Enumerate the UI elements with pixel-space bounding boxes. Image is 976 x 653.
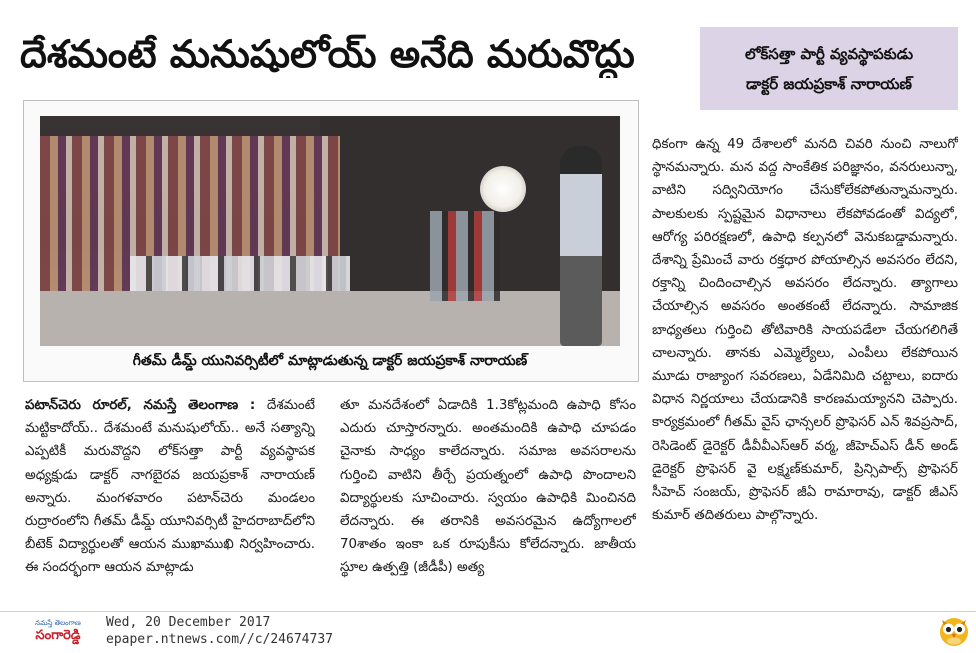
footer-divider — [0, 611, 976, 612]
edition-date: Wed, 20 December 2017 — [106, 615, 271, 630]
byline-box — [700, 27, 958, 110]
photo-floor — [40, 291, 620, 346]
dateline: పటాన్‌చెరు రూరల్, నమస్తే తెలంగాణ : — [25, 398, 267, 413]
photo-caption: గీతమ్ డీమ్డ్ యునివర్సిటీలో మాట్లాడుతున్న డాక్టర్ జయప్రకాశ్ నారాయణ్ — [132, 353, 528, 369]
epaper-url[interactable]: epaper.ntnews.com//c/24674737 — [106, 632, 333, 647]
byline-line2: డాక్టర్ జయప్రకాశ్ నారాయణ్ — [746, 74, 912, 93]
photo-frame — [23, 100, 639, 382]
photo-speaker — [560, 146, 602, 346]
article-column-3 — [652, 133, 958, 593]
footer-meta — [106, 614, 333, 648]
photo-stage-light — [480, 166, 526, 212]
article-text-2: తూ మనదేశంలో ఏడాదికి 1.3కోట్లమంది ఉపాధి కోసం ఎదురు చూస్తారన్నారు. అంతమందికి ఉపాధి చూపడం చైనాకు సాధ్యం కాలేదన్నారు. సమాజ అవసరాలను గుర్తించి వాటిని తీర్చే ప్రయత్నంలో ఉపాధి పొందాలని విద్యార్థులకు సూచించారు. స్వయం ఉపాధికి మించినది లేదన్నారు. ఈ తరానికి అవసరమైన ఉద్యోగాలలో 70శాతం ఇంకా ఒక రూపుకీసు కోలేదన్నారు. జాతీయ స్థూల ఉత్పత్తి (జీడీపీ) అత్య — [340, 398, 636, 576]
article-column-1 — [25, 394, 315, 594]
owl-icon — [936, 612, 972, 648]
newspaper-logo — [22, 616, 94, 646]
headline: దేశమంటే మనుషులోయ్ అనేది మరువొద్దు — [20, 32, 635, 76]
article-column-2 — [340, 394, 636, 594]
article-text-1: దేశమంటే మట్టికాదోయ్.. దేశమంటే మనుషులోయ్.. అనే సత్యాన్ని ఎప్పటికీ మరువొద్దని లోక్‌సత్తా పార్టీ వ్యవస్థాపక అధ్యక్షుడు డాక్టర్ నాగబైరవ జయప్రకాశ్ నారాయణ్ అన్నారు. మంగళవారం పటాన్‌చెరు మండలం రుద్రారంలోని గీతమ్ డీమ్డ్ యూనివర్సిటీ హైదరాబాద్‌లోని బీటెక్ విద్యార్థులతో ఆయన ముఖాముఖి నిర్వహించారు. ఈ సందర్భంగా ఆయన మాట్లాడు — [25, 398, 315, 576]
byline-line1: లోక్‌సత్తా పార్టీ వ్యవస్థాపకుడు — [744, 44, 914, 63]
event-photo — [40, 116, 620, 346]
logo-edition: సంగారెడ్డి — [35, 627, 81, 643]
article-text-3: ధికంగా ఉన్న 49 దేశాలలో మనది చివరి నుంచి నాలుగో స్థానమన్నారు. మన వద్ద సాంకేతిక పరిజ్ఞానం, వనరులున్నా, వాటిని సద్వినియోగం చేసుకోలేకపోతున్నామన్నారు. పాలకులకు స్పష్టమైన విధానాలు లేకపోవడంతో విద్యలో, ఆరోగ్య పరిరక్షణలో, ఉపాధి కల్పనలో వెనుకబడ్డామన్నారు. దేశాన్ని ప్రేమించే వారు రక్తధార పోయాల్సిన అవసరం లేదని, రక్తాన్ని చిందించాల్సిన అవసరం లేదన్నారు. త్యాగాలు చేయాల్సిన అవసరం అంతకంటే లేదన్నారు. సామాజిక బాధ్యతలు గుర్తించి తోటివారికి సాయపడేలా చేయగలిగితే చాలన్నారు. తానకు ఎమ్మెల్యేలు, ఎంపీలు లేకపోయిన మూడు రాజ్యాంగ సవరణలు, ఏడేనిమిది చట్టాలు, ఐదారు విధాన నిర్ణయాలు చేయడానికి కారణమయ్యానని చెప్పారు. కార్యక్రమంలో గీతమ్ వైస్ ఛాన్సలర్ ప్రొఫెసర్ ఎన్ శివప్రసాద్, రెసిడెంట్ డైరెక్టర్ డీవీవీఎస్‌ఆర్ వర్మ, జీహెచ్‌ఎస్ డీన్ అండ్ డైరెక్టర్ ప్రొఫెసర్ వై లక్ష్మణ్‌కుమార్, ప్రిన్సిపాల్స్ ప్రొఫెసర్ సీహెచ్ సంజయ్, ప్రొఫెసర్ జీఏ రామారావు, డాక్టర్ జీఎస్ కుమార్ తదితరులు పాల్గొన్నారు. — [652, 137, 958, 524]
photo-standing-people — [430, 211, 500, 301]
logo-masthead: నమస్తే తెలంగాణ — [35, 618, 81, 627]
